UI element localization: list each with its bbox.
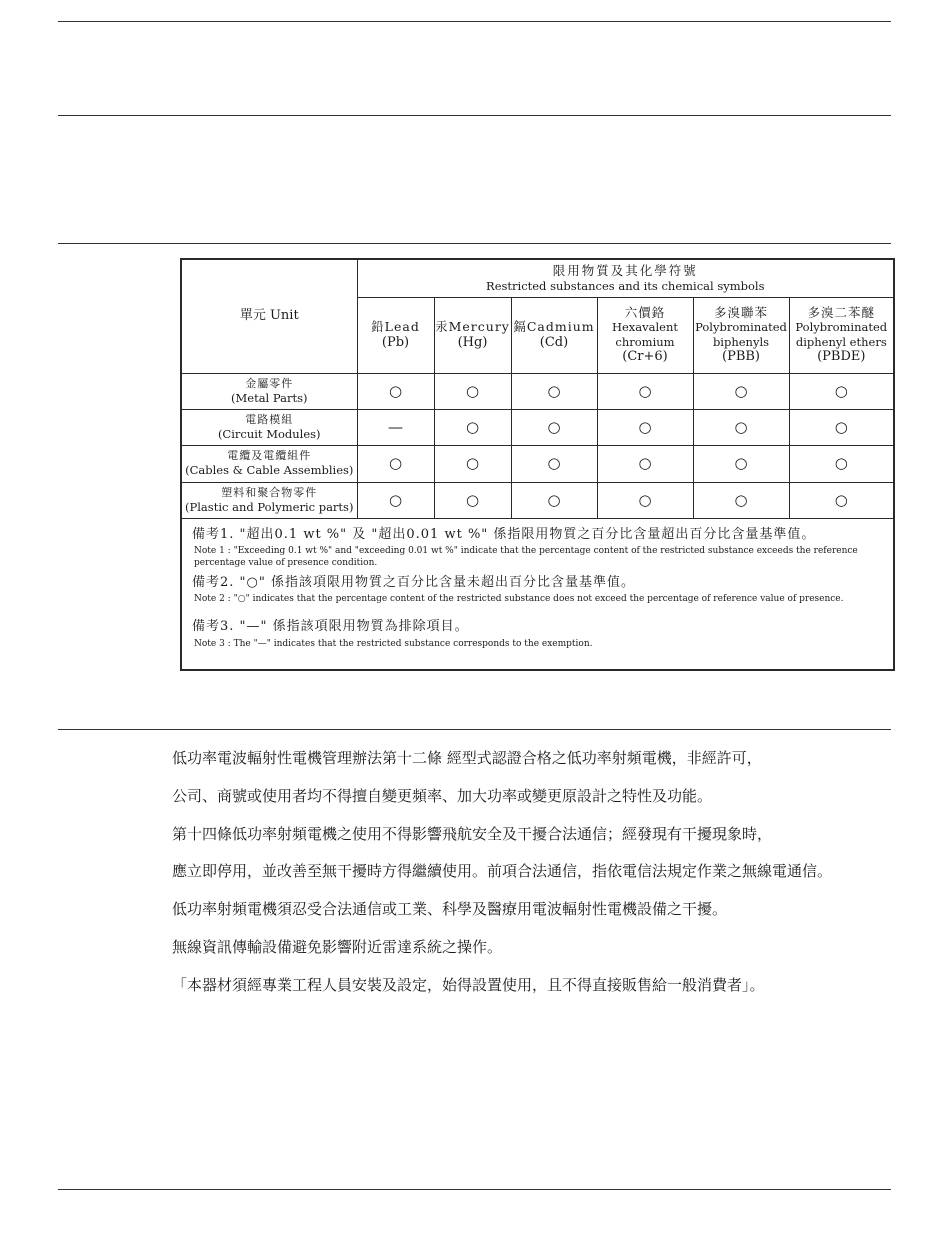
note-3-en: Note 3 : The "—" indicates that the restricted substance corresponds to the exemption.: [194, 638, 593, 649]
restricted-header-en: Restricted substances and its chemical symbols: [486, 278, 765, 293]
unit-header: 單元 Unit: [181, 259, 357, 373]
regulation-line-7: 「本器材須經專業工程人員安裝及設定，始得設置使用，且不得直接販售給一般消費者」。: [172, 976, 765, 994]
substance-label: 多溴二苯醚: [807, 304, 876, 320]
restricted-substances-table: [180, 258, 895, 671]
row-label-en: (Metal Parts): [231, 390, 308, 405]
cell-mark: ○: [597, 445, 693, 482]
regulation-line-2: 公司、商號或使用者均不得擅自變更頻率、加大功率或變更原設計之特性及功能。: [172, 787, 713, 805]
regulation-line-5: 低功率射頻電機須忍受合法通信或工業、科學及醫療用電波輻射性電機設備之干擾。: [172, 900, 728, 918]
substance-lead: [357, 297, 434, 373]
note-3-zh: 備考3. "—" 係指該項限用物質為排除項目。: [192, 619, 469, 635]
substance-symbol: (PBDE): [817, 349, 866, 365]
notes-row: [181, 518, 894, 670]
divider-5: [58, 1189, 891, 1190]
cell-mark: ○: [597, 373, 693, 409]
restricted-substances-header: [357, 259, 894, 297]
cell-mark: ○: [511, 482, 597, 518]
cell-mark: ○: [789, 482, 894, 518]
divider-3: [58, 243, 891, 244]
regulation-line-3: 第十四條低功率射頻電機之使用不得影響飛航安全及干擾合法通信；經發現有干擾現象時，: [172, 825, 773, 843]
substance-label: 汞Mercury: [435, 319, 510, 335]
cell-mark: ○: [693, 445, 789, 482]
row-label-en: (Cables & Cable Assemblies): [185, 463, 354, 478]
cell-mark: ○: [789, 445, 894, 482]
cell-mark: ○: [511, 409, 597, 445]
restricted-header-zh: 限用物質及其化學符號: [552, 263, 698, 279]
substance-label: 六價鉻: [624, 304, 666, 320]
substance-symbol: (PBB): [722, 349, 760, 365]
substance-label: 鉛Lead: [371, 319, 420, 335]
row-label: [181, 482, 357, 518]
cell-mark: ○: [357, 482, 434, 518]
cell-mark: ○: [693, 373, 789, 409]
row-label-zh: 金屬零件: [245, 376, 294, 390]
cell-mark: ○: [434, 445, 511, 482]
table-row-metal-parts: [181, 373, 894, 409]
row-label-en: (Plastic and Polymeric parts): [185, 499, 354, 514]
substance-cadmium: [511, 297, 597, 373]
cell-mark: ○: [597, 482, 693, 518]
substance-name-en: Hexavalent chromium: [611, 320, 679, 349]
note-1-en: Note 1 : "Exceeding 0.1 wt %" and "exceeding 0.01 wt %" indicate that the percentage content of the restricted substance exceeds the reference percentage value of presence condition.: [194, 545, 858, 568]
cell-mark: ○: [693, 409, 789, 445]
cell-mark: ○: [511, 373, 597, 409]
cell-mark: ○: [434, 409, 511, 445]
substance-name-en: Polybrominated biphenyls: [695, 320, 787, 349]
cell-mark: ○: [789, 409, 894, 445]
row-label-en: (Circuit Modules): [217, 426, 321, 441]
substance-name-en: Polybrominated diphenyl ethers: [795, 320, 888, 349]
table-row-circuit-modules: [181, 409, 894, 445]
cell-mark: ○: [357, 445, 434, 482]
note-2-en: Note 2 : "○" indicates that the percentage content of the restricted substance does not exceed the percentage of reference value of presence.: [194, 594, 844, 605]
divider-1: [58, 21, 891, 22]
cell-mark: ○: [434, 373, 511, 409]
substance-label: 多溴聯苯: [713, 304, 768, 320]
regulation-line-1: 低功率電波輻射性電機管理辦法第十二條 經型式認證合格之低功率射頻電機，非經許可，: [172, 749, 762, 767]
row-label-zh: 電纜及電纜組件: [227, 449, 312, 463]
row-label: [181, 373, 357, 409]
substance-symbol: (Cr+6): [622, 349, 668, 365]
substance-pbde: [789, 297, 894, 373]
table-row-plastic-parts: [181, 482, 894, 518]
divider-4: [58, 729, 891, 730]
note-1-zh: 備考1. "超出0.1 wt %" 及 "超出0.01 wt %" 係指限用物質之百分比含量超出百分比含量基準值。: [192, 526, 816, 542]
row-label: [181, 445, 357, 482]
cell-mark: ○: [597, 409, 693, 445]
cell-mark: ○: [693, 482, 789, 518]
cell-mark: ○: [789, 373, 894, 409]
cell-mark: ○: [511, 445, 597, 482]
cell-mark: ○: [434, 482, 511, 518]
cell-mark: ○: [357, 373, 434, 409]
substance-symbol: (Pb): [381, 334, 410, 350]
substance-label: 鎘Cadmium: [513, 319, 595, 335]
substance-symbol: (Cd): [539, 334, 569, 350]
cell-mark: —: [357, 409, 434, 445]
table-row-cables: [181, 445, 894, 482]
divider-2: [58, 115, 891, 116]
substance-hexavalent-chromium: [597, 297, 693, 373]
notes-cell: [181, 518, 894, 670]
row-label-zh: 電路模組: [245, 412, 294, 426]
regulation-line-6: 無線資訊傳輸設備避免影響附近雷達系統之操作。: [172, 938, 503, 956]
row-label-zh: 塑料和聚合物零件: [221, 485, 318, 499]
note-2-zh: 備考2. "○" 係指該項限用物質之百分比含量未超出百分比含量基準值。: [192, 575, 635, 591]
regulation-line-4: 應立即停用，並改善至無干擾時方得繼續使用。前項合法通信，指依電信法規定作業之無線電通信。: [172, 862, 833, 880]
row-label: [181, 409, 357, 445]
substance-symbol: (Hg): [457, 334, 488, 350]
substance-mercury: [434, 297, 511, 373]
substance-pbb: [693, 297, 789, 373]
